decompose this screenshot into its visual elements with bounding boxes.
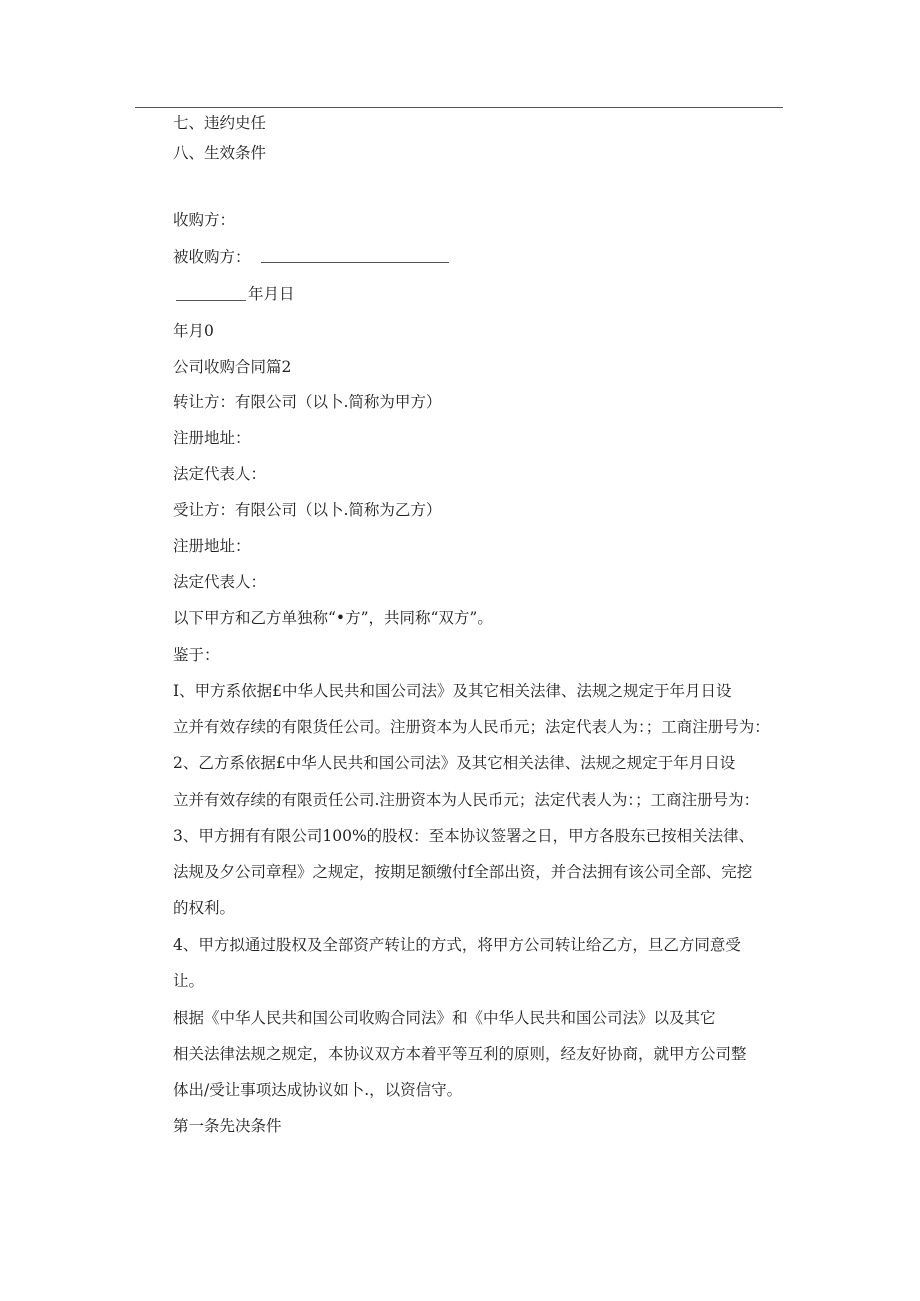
basis-line-2: 相关法律法规之规定，本协议双方本着平等互利的原则，经友好协商，就甲方公司整 <box>173 1045 747 1063</box>
section-heading-breach: 七、违约史任 <box>173 114 267 132</box>
recital-2-line-2: 立并有效存续的有限贡任公司.注册资本为人民币元；法定代表人为：；工商注册号为： <box>173 791 760 809</box>
article-1-heading: 第一条先决条件 <box>173 1117 282 1135</box>
basis-line-1: 根据《中华人民共和国公司收购合同法》和《中华人民共和国公司法》以及其它 <box>173 1009 716 1027</box>
date-line: 年月日 <box>248 285 295 303</box>
date-line-2: 年月0 <box>173 322 214 340</box>
acquiree-label: 被收购方： <box>173 248 251 266</box>
top-divider <box>135 107 783 108</box>
recital-3-line-3: 的权利。 <box>173 899 236 917</box>
parties-definition: 以下甲方和乙方单独称“•方”，共同称“双方”。 <box>173 609 493 627</box>
transferor-address: 注册地址： <box>173 429 251 447</box>
contract-title: 公司收购合同篇2 <box>173 358 292 376</box>
recital-1-line-1: I、甲方系依据£中华人民共和国公司法》及其它相关法律、法规之规定于年月日设 <box>173 682 732 700</box>
recital-3-line-1: 3、甲方拥有有限公司100%的股权：至本协议签署之日，甲方各股东已按相关法律、 <box>173 827 755 845</box>
recital-1-line-2: 立并有效存续的有限货任公司。注册资本为人民币元；法定代表人为：；工商注册号为： <box>173 718 770 736</box>
acquiree-signature-line <box>261 262 449 263</box>
date-blank-line <box>176 300 246 301</box>
acquirer-label: 收购方： <box>173 211 236 229</box>
recital-4-line-2: 让。 <box>173 972 205 990</box>
transferee-address: 注册地址： <box>173 537 251 555</box>
recital-2-line-1: 2、乙方系依据£中华人民共和国公司法》及其它相关法律、法规之规定于年月日设 <box>173 754 736 772</box>
transferor-line: 转让方：有限公司（以卜.简称为甲方） <box>173 393 442 411</box>
whereas-heading: 鉴于： <box>173 646 220 664</box>
transferee-line: 受让方：有限公司（以卜.简称为乙方） <box>173 501 442 519</box>
basis-line-3: 体出/受让事项达成协议如卜.，以资信守。 <box>173 1081 463 1099</box>
recital-4-line-1: 4、甲方拟通过股权及全部资产转让的方式，将甲方公司转让给乙方，旦乙方同意受 <box>173 936 741 954</box>
section-heading-effect: 八、生效条件 <box>173 144 267 162</box>
transferee-representative: 法定代表人： <box>173 573 267 591</box>
recital-3-line-2: 法规及夕公司章程》之规定，按期足额缴付f全部出资，并合法拥有该公司全部、完挖 <box>173 863 753 881</box>
transferor-representative: 法定代表人： <box>173 465 267 483</box>
